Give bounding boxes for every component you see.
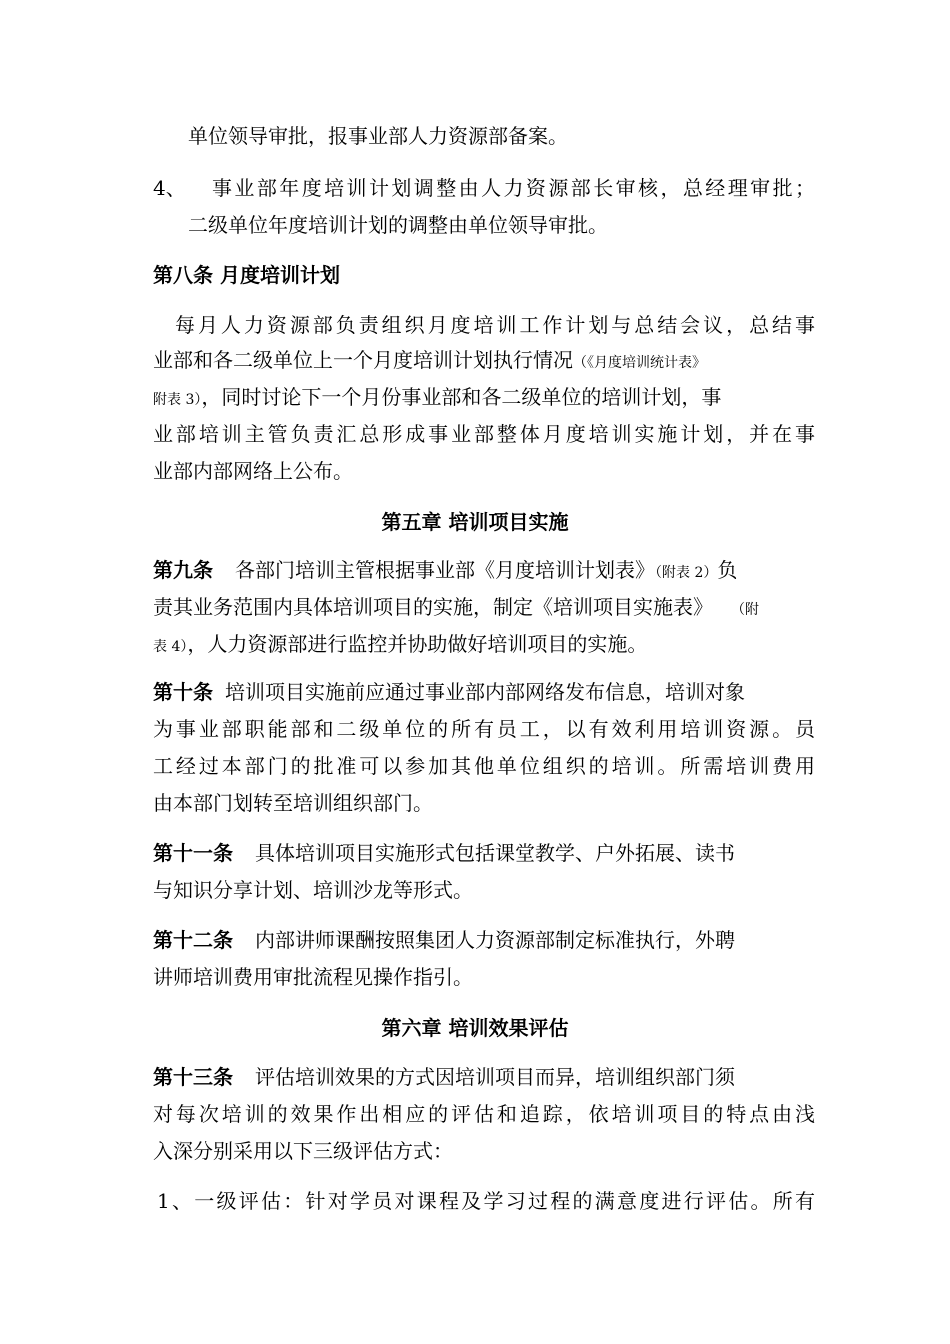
text-run: 责其业务范围内具体培训项目的实施，制定《培训项目实施表》 — [153, 595, 713, 619]
text-run: 具体培训项目实施形式包括课堂教学、户外拓展、读书 — [255, 841, 735, 865]
text-run: 评估培训效果的方式因培训项目而异，培训组织部门须 — [255, 1065, 735, 1089]
text-run: ，人力资源部进行监控并协助做好培训项目的实施。 — [187, 632, 648, 656]
article-label: 第九条 — [153, 558, 213, 582]
text-line: 1、一级评估：针对学员对课程及学习过程的满意度进行评估。所有 — [157, 1189, 815, 1213]
text-line — [153, 382, 721, 412]
text-line: 业部内部网络上公布。 — [153, 459, 353, 483]
text-run: 培训项目实施前应通过事业部内部网络发布信息，培训对象 — [225, 680, 745, 704]
text-line — [153, 677, 745, 707]
article-title: 第八条 月度培训计划 — [153, 263, 340, 287]
text-line: 入深分别采用以下三级评估方式： — [153, 1139, 453, 1163]
text-line: 业部培训主管负责汇总形成事业部整体月度培训实施计划，并在事 — [153, 422, 815, 446]
appendix-ref: （附表 2） — [655, 565, 718, 581]
text-run: 各部门培训主管根据事业部《月度培训计划表》 — [235, 558, 655, 582]
text-line — [153, 925, 735, 955]
text-line: 每月人力资源部负责组织月度培训工作计划与总结会议，总结事 — [175, 313, 815, 337]
appendix-ref: （附 — [731, 602, 759, 618]
article-label: 第十条 — [153, 680, 213, 704]
text-line: 由本部门划转至培训组织部门。 — [153, 791, 433, 815]
text-line — [153, 345, 706, 375]
text-line — [153, 592, 759, 622]
appendix-ref: 附表 3） — [153, 392, 202, 408]
text-run: 内部讲师课酬按照集团人力资源部制定标准执行，外聘 — [255, 928, 735, 952]
appendix-ref: （《月度培训统计表》 — [573, 355, 706, 371]
text-run: 业部和各二级单位上一个月度培训计划执行情况 — [153, 348, 573, 372]
text-line: 二级单位年度培训计划的调整由单位领导审批。 — [188, 213, 608, 237]
text-line: 对每次培训的效果作出相应的评估和追踪，依培训项目的特点由浅 — [153, 1102, 815, 1126]
text-line: 事业部年度培训计划调整由人力资源部长审核，总经理审批； — [212, 176, 815, 200]
text-line — [153, 629, 647, 659]
text-line — [153, 838, 735, 868]
chapter-heading: 第五章 培训项目实施 — [381, 510, 569, 534]
article-label: 第十一条 — [153, 841, 233, 865]
text-line: 为事业部职能部和二级单位的所有员工，以有效利用培训资源。员 — [153, 717, 815, 741]
text-run: ，同时讨论下一个月份事业部和各二级单位的培训计划，事 — [201, 385, 722, 409]
text-line — [153, 555, 737, 585]
text-line: 工经过本部门的批准可以参加其他单位组织的培训。所需培训费用 — [153, 754, 815, 778]
text-line — [153, 1062, 735, 1092]
text-line: 与知识分享计划、培训沙龙等形式。 — [153, 878, 473, 902]
chapter-heading: 第六章 培训效果评估 — [381, 1016, 569, 1040]
list-number: 4、 — [153, 176, 186, 200]
article-label: 第十二条 — [153, 928, 233, 952]
appendix-ref: 表 4） — [153, 639, 188, 655]
article-label: 第十三条 — [153, 1065, 233, 1089]
text-line: 单位领导审批，报事业部人力资源部备案。 — [188, 124, 568, 148]
text-line: 讲师培训费用审批流程见操作指引。 — [153, 965, 473, 989]
text-run: 负 — [717, 558, 738, 582]
